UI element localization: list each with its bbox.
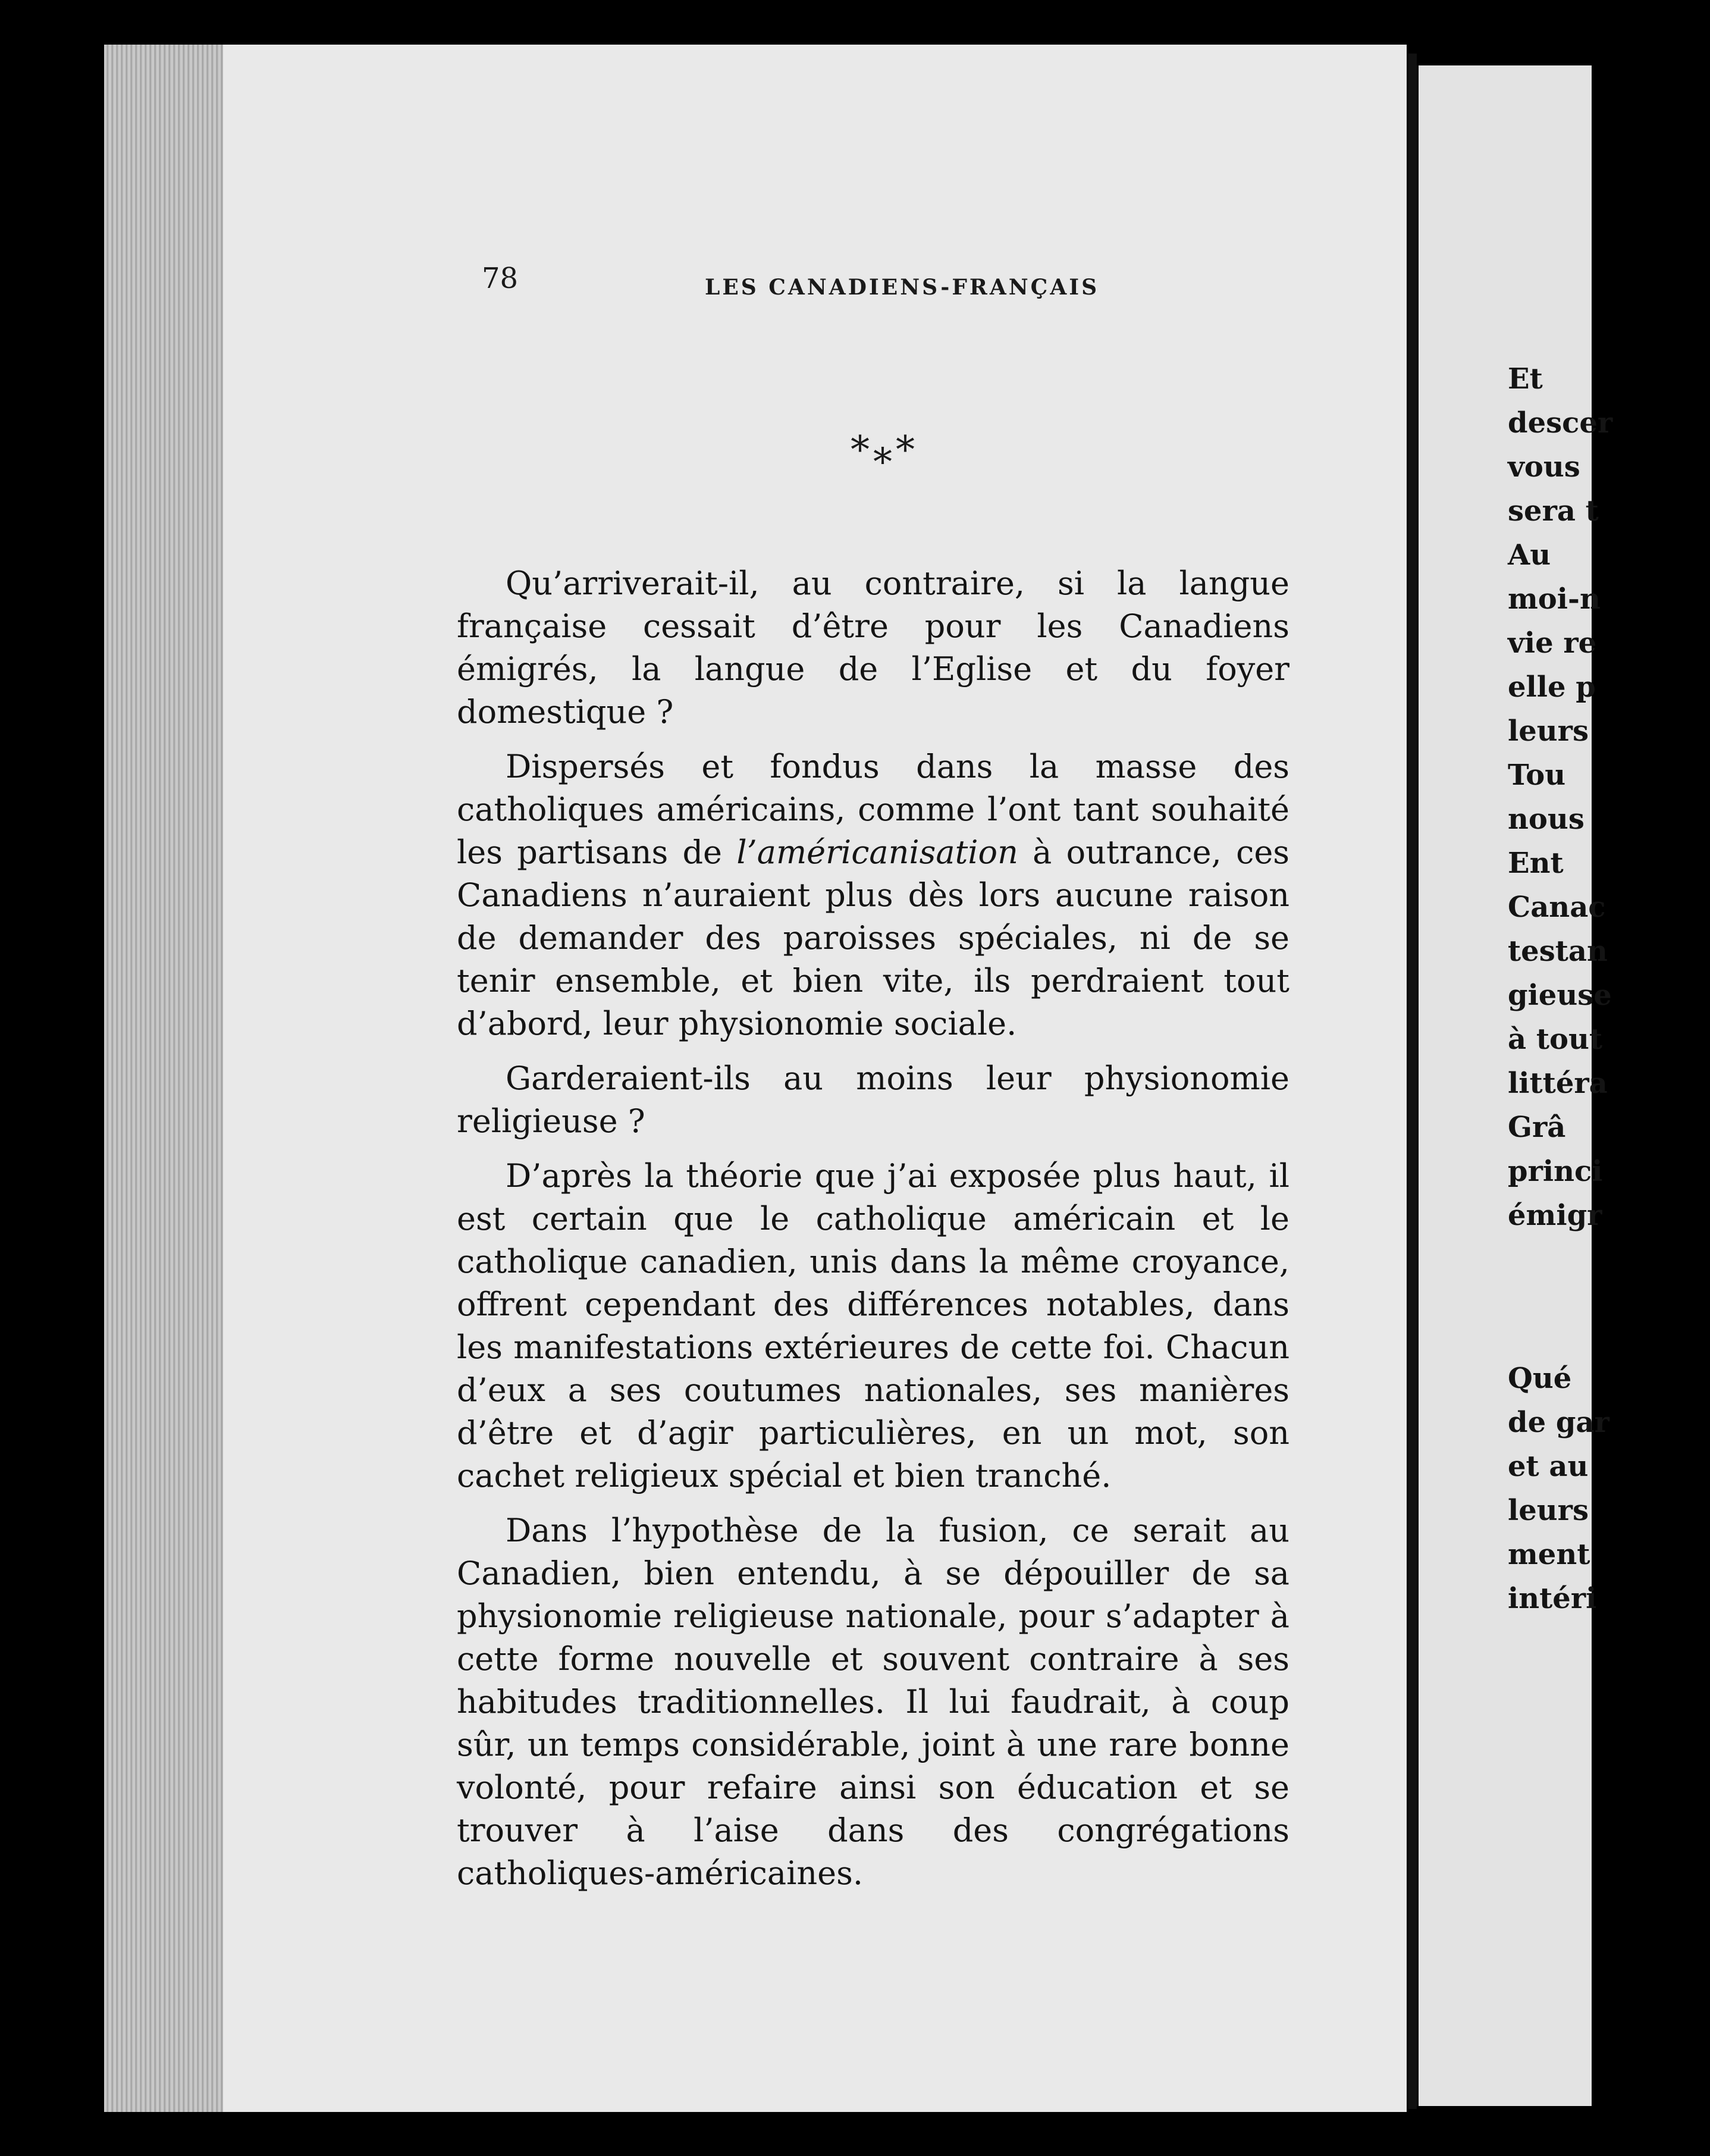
fragment-line: gieuse bbox=[1508, 979, 1612, 1012]
italic-term: l’américanisation bbox=[736, 833, 1018, 871]
book-gutter bbox=[1408, 54, 1417, 2109]
paragraph-5: Dans l’hypothèse de la fusion, ce serait au Canadien, bien entendu, à se dépouiller de sa physionomie religieuse nationale, pour s’adapter à cette forme nouvelle et souvent contraire à ses habitudes traditionnelles. Il lui faudrait, à coup sûr, un temps considérable, joint à une rare bonne volonté, pour refaire ainsi son éducation et se trouver à l’aise dans des congrégations catholiques-américaines. bbox=[457, 1512, 1289, 1892]
fragment-line: princi bbox=[1508, 1155, 1603, 1188]
fragment-line: descer bbox=[1508, 406, 1613, 440]
asterism-ornament: *⁎* bbox=[851, 428, 918, 472]
fragment-line: Tou bbox=[1508, 759, 1566, 792]
right-page bbox=[1419, 65, 1613, 2106]
paragraph-4: D’après la théorie que j’ai exposée plus haut, il est certain que le catholique américain et le catholique canadien, unis dans la même croyance, offrent cependant des différences notables, dans les manifestations extérieures de cette foi. Chacun d’eux a ses coutumes nationales, ses manières d’être et d’agir particulières, en un mot, son cachet religieux spécial et bien tranché. bbox=[457, 1157, 1289, 1494]
fragment-line: littéra bbox=[1508, 1067, 1608, 1100]
fragment-line: Au bbox=[1508, 538, 1551, 572]
fragment-line: sera t bbox=[1508, 494, 1599, 528]
page-number: 78 bbox=[482, 262, 519, 295]
fragment-line: à tout bbox=[1508, 1023, 1603, 1056]
fragment-line: intéri bbox=[1508, 1582, 1597, 1615]
body-text bbox=[457, 562, 1289, 1907]
running-head-title: LES CANADIENS-FRANÇAIS bbox=[705, 275, 1100, 300]
fragment-line: vie re bbox=[1508, 626, 1597, 660]
fragment-line: leurs bbox=[1508, 715, 1589, 748]
paragraph-3: Garderaient-ils au moins leur physionomie religieuse ? bbox=[457, 1060, 1289, 1140]
fragment-line: vous bbox=[1508, 450, 1580, 484]
fragment-line: moi-n bbox=[1508, 582, 1601, 616]
fragment-gap bbox=[1508, 1237, 1710, 1356]
fragment-line: Et bbox=[1508, 362, 1543, 396]
page-edges bbox=[104, 45, 223, 2112]
fragment-line: Grâ bbox=[1508, 1111, 1566, 1144]
fragment-line: Canac bbox=[1508, 891, 1606, 924]
fragment-line: de gar bbox=[1508, 1406, 1609, 1439]
fragment-line: ment bbox=[1508, 1538, 1590, 1571]
fragment-line: Qué bbox=[1508, 1362, 1572, 1395]
right-page-fragments bbox=[1508, 357, 1710, 1621]
paragraph-2-before: Dispersés et fondus dans la masse des catholiques américains, comme l’ont tant souhaité les partisans de bbox=[457, 748, 1289, 871]
paragraph-1: Qu’arriverait-il, au contraire, si la langue française cessait d’être pour les Canadiens émigrés, la langue de l’Eglise et du foyer domestique ? bbox=[457, 565, 1289, 731]
fragment-line: Ent bbox=[1508, 847, 1564, 880]
paragraph-2 bbox=[457, 745, 1289, 1045]
fragment-line: et au bbox=[1508, 1450, 1589, 1483]
fragment-line: nous bbox=[1508, 803, 1585, 836]
fragment-line: testan bbox=[1508, 935, 1608, 968]
fragment-line: émigr bbox=[1508, 1199, 1602, 1232]
paragraph-2-after: à outrance, ces Canadiens n’auraient plus dès lors aucune raison de demander des paroisses spéciales, ni de se tenir ensemble, et bien vite, ils perdraient tout d’abord, leur physionomie sociale. bbox=[457, 833, 1289, 1042]
fragment-line: leurs bbox=[1508, 1494, 1589, 1527]
fragment-line: elle p bbox=[1508, 670, 1596, 704]
